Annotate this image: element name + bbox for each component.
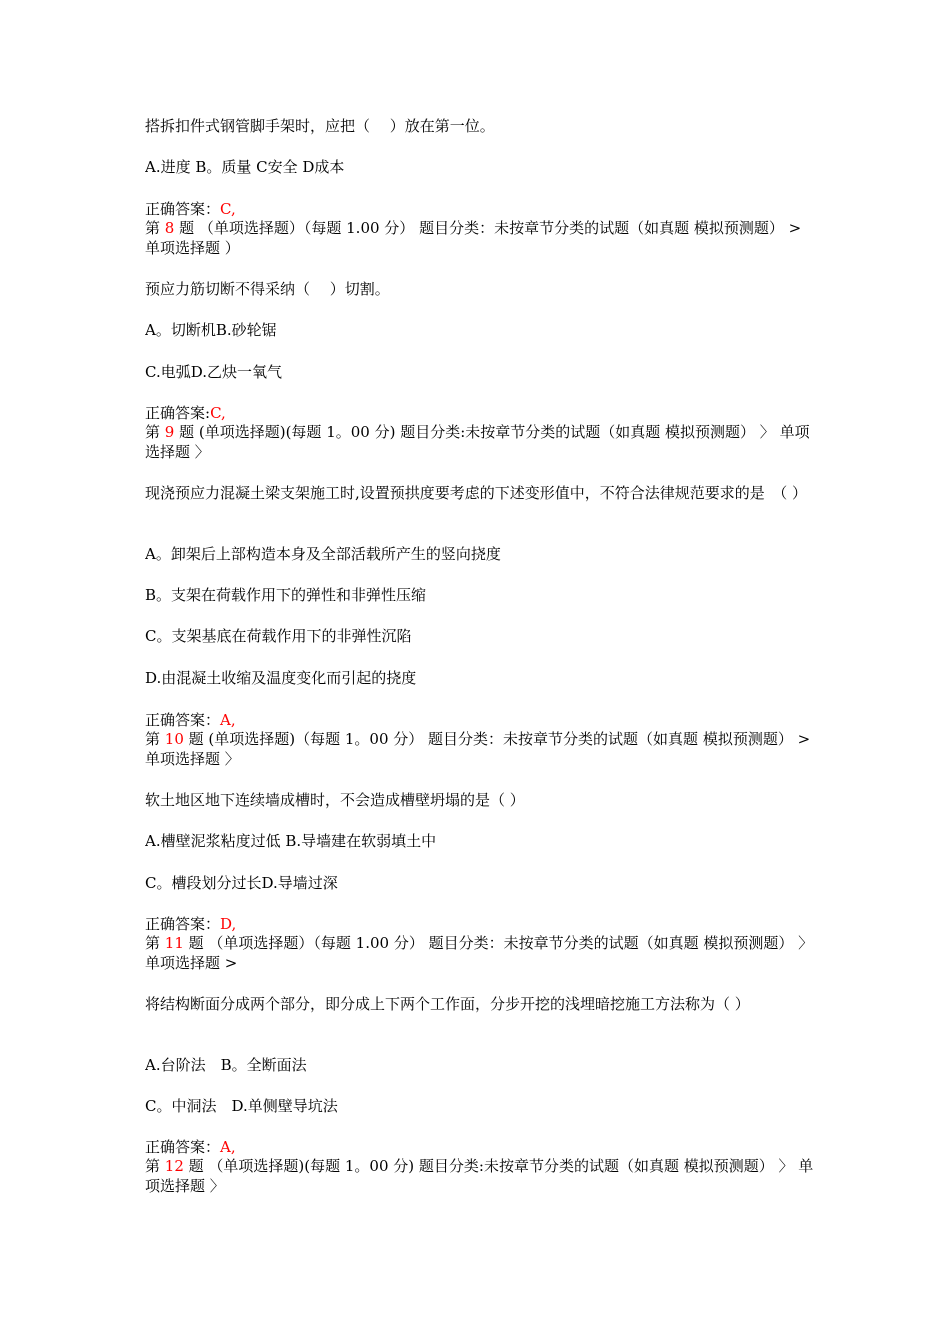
question-option: A.进度 B。质量 C安全 D成本 bbox=[145, 158, 345, 176]
answer-value: C, bbox=[220, 200, 236, 218]
question-header-info: 题 (单项选择题)(每题 1。00 分) 题目分类:未按章节分类的试题（如真题 模拟预测题） 〉 单项选择题 〉 bbox=[145, 423, 810, 461]
question-header bbox=[145, 1156, 815, 1196]
answer-label: 正确答案： bbox=[145, 1138, 221, 1156]
answer-value: A, bbox=[220, 1138, 236, 1156]
question-header-prefix: 第 bbox=[145, 1157, 165, 1175]
question-stem: 现浇预应力混凝土梁支架施工时,设置预拱度要考虑的下述变形值中，不符合法律规范要求的是 （ ） bbox=[145, 484, 808, 502]
question-option: A。切断机B.砂轮锯 bbox=[145, 321, 277, 339]
answer-label: 正确答案： bbox=[145, 200, 221, 218]
question-header bbox=[145, 422, 815, 462]
question-stem: 将结构断面分成两个部分，即分成上下两个工作面，分步开挖的浅埋暗挖施工方法称为（ ） bbox=[145, 995, 750, 1013]
answer-label: 正确答案： bbox=[145, 915, 221, 933]
question-header-info: 题 （单项选择题）（每题 1.00 分） 题目分类：未按章节分类的试题（如真题 模拟预测题） > 单项选择题 ） bbox=[145, 219, 802, 257]
question-header-prefix: 第 bbox=[145, 934, 165, 952]
question-header-info: 题 （单项选择题)(每题 1。00 分) 题目分类:未按章节分类的试题（如真题 模拟预测题） 〉 单项选择题 〉 bbox=[145, 1157, 814, 1195]
question-option: C.电弧D.乙炔一氧气 bbox=[145, 363, 282, 381]
question-option: B。支架在荷载作用下的弹性和非弹性压缩 bbox=[145, 586, 427, 604]
question-header bbox=[145, 729, 815, 769]
question-number: 8 bbox=[164, 219, 175, 237]
question-header-prefix: 第 bbox=[145, 219, 165, 237]
question-header-prefix: 第 bbox=[145, 730, 165, 748]
answer-value: A, bbox=[220, 711, 236, 729]
answer-line bbox=[145, 403, 815, 423]
answer-line bbox=[145, 1137, 815, 1157]
question-option: D.由混凝土收缩及温度变化而引起的挠度 bbox=[145, 669, 417, 687]
question-option: A.台阶法 B。全断面法 bbox=[145, 1056, 307, 1074]
question-header bbox=[145, 218, 815, 258]
question-number: 10 bbox=[164, 730, 184, 748]
question-number: 12 bbox=[164, 1157, 184, 1175]
answer-label: 正确答案: bbox=[145, 404, 211, 422]
question-stem: 预应力筋切断不得采纳（ ）切割。 bbox=[145, 280, 390, 298]
question-number: 11 bbox=[164, 934, 184, 952]
question-header bbox=[145, 933, 815, 973]
answer-line bbox=[145, 199, 815, 219]
question-option: C。支架基底在荷载作用下的非弹性沉陷 bbox=[145, 627, 412, 645]
question-header-prefix: 第 bbox=[145, 423, 165, 441]
question-header-info: 题 (单项选择题)（每题 1。00 分） 题目分类：未按章节分类的试题（如真题 模拟预测题） > 单项选择题 〉 bbox=[145, 730, 811, 768]
answer-value: D, bbox=[220, 915, 237, 933]
question-option: C。槽段划分过长D.导墙过深 bbox=[145, 874, 338, 892]
answer-label: 正确答案： bbox=[145, 711, 221, 729]
answer-value: C, bbox=[210, 404, 226, 422]
answer-line bbox=[145, 710, 815, 730]
question-stem: 软土地区地下连续墙成槽时，不会造成槽壁坍塌的是（ ） bbox=[145, 791, 525, 809]
question-number: 9 bbox=[164, 423, 175, 441]
question-option: C。中洞法 D.单侧壁导坑法 bbox=[145, 1097, 338, 1115]
question-stem: 搭拆扣件式钢管脚手架时，应把（ ）放在第一位。 bbox=[145, 117, 495, 135]
question-option: A.槽壁泥浆粘度过低 B.导墙建在软弱填土中 bbox=[145, 832, 437, 850]
question-option: A。卸架后上部构造本身及全部活载所产生的竖向挠度 bbox=[145, 545, 501, 563]
answer-line bbox=[145, 914, 815, 934]
question-header-info: 题 （单项选择题）（每题 1.00 分） 题目分类：未按章节分类的试题（如真题 模拟预测题） 〉 单项选择题 > bbox=[145, 934, 814, 972]
